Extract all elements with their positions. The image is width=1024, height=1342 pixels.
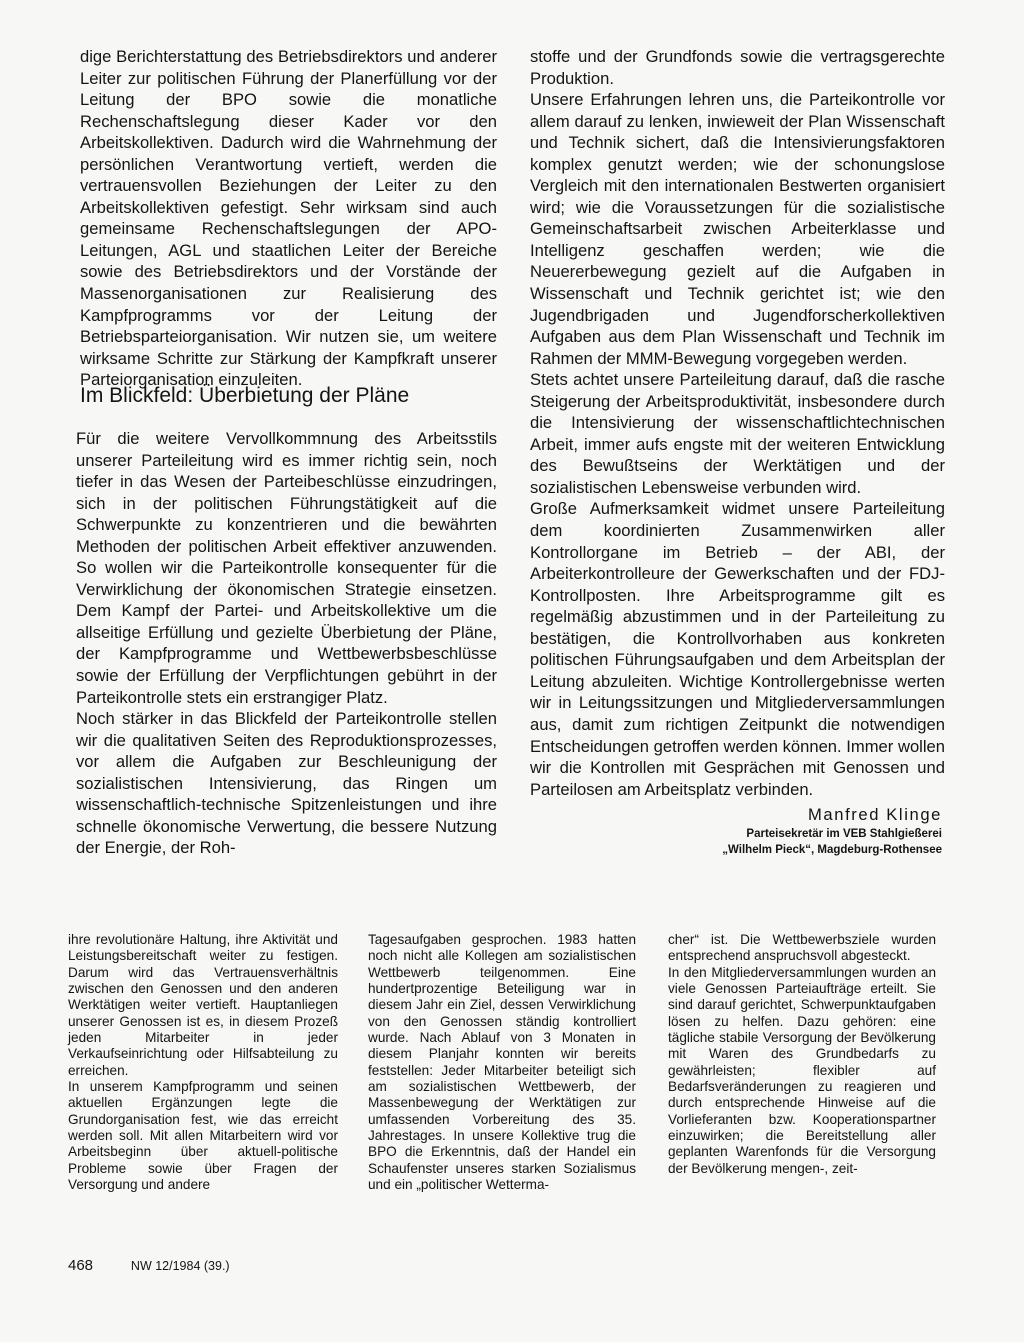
lower-article-column-1 xyxy=(68,932,338,1232)
lower-article-column-3 xyxy=(668,932,936,1252)
paragraph: Tagesaufgaben gesprochen. 1983 hatten noch nicht alle Kollegen am sozialistischen Wettbewerb teilgenommen. Eine hundertprozentige Beteiligung war in diesem Jahr ein Ziel, dessen Verwirklichung von den Genossen ständig kontrolliert wurde. Nach Ablauf von 3 Monaten in diesem Planjahr konnten wir bereits feststellen: Jeder Mitarbeiter beteiligt sich am sozialistischen Wettbewerb, der Massenbewegung der Werktätigen zur umfassenden Vorbereitung des 35. Jahrestages. In unsere Kollektive trug die BPO die Erkenntnis, daß der Handel ein Schaufenster unseres starken Sozialismus und ein „politischer Wetterma- xyxy=(368,932,636,1193)
paragraph: dige Berichterstattung des Betriebsdirektors und anderer Leiter zur politischen Führung der Planerfüllung vor der Leitung der BPO sowie die monatliche Rechenschaftslegung dieser Kader vor den Arbeitskollektiven. Dadurch wird die Wahrnehmung der persönlichen Verantwortung vertieft, werden die vertrauensvollen Beziehungen der Leiter zu den Arbeitskollektiven gefestigt. Sehr wirksam sind auch gemeinsame Rechenschaftslegungen der APO-Leitungen, AGL und staatlichen Leiter der Bereiche sowie des Betriebsdirektors und der Vorstände der Massenorganisationen zur Realisierung des Kampfprogramms vor der Leitung der Betriebsparteiorganisation. Wir nutzen sie, um weitere wirksame Schritte zur Stärkung der Kampfkraft unserer Parteiorganisation einzuleiten. xyxy=(80,47,497,390)
paragraph: Noch stärker in das Blickfeld der Parteikontrolle stellen wir die qualitativen Seiten des Reproduktionsprozesses, vor allem die Aufgaben zur Beschleunigung der sozialistischen Intensivierung, das Ringen um wissenschaftlich-technische Spitzenleistungen und ihre schnelle ökonomische Verwertung, die bessere Nutzung der Energie, der Roh- xyxy=(76,709,497,858)
paragraph: stoffe und der Grundfonds sowie die vertragsgerechte Produktion. xyxy=(530,47,945,88)
article-column-top-left xyxy=(80,46,497,390)
author-role-line: Parteisekretär im VEB Stahlgießerei xyxy=(746,828,942,840)
paragraph: In den Mitgliederversammlungen wurden an viele Genossen Parteiaufträge erteilt. Sie sind darauf gerichtet, Schwerpunktaufgaben lösen zu helfen. Dazu gehören: eine tägliche stabile Versorgung der Bevölkerung mit Waren des Grundbedarfs zu gewährleisten; flexibler auf Bedarfsveränderungen zu reagieren und durch entsprechende Hinweise auf die Vorlieferanten bzw. Kooperationspartner einzuwirken; die Bereitstellung aller geplanten Warenfonds für die Versorgung der Bevölkerung mengen-, zeit- xyxy=(668,964,936,1176)
author-role xyxy=(700,826,942,858)
author-role-line: „Wilhelm Pieck“, Magdeburg-Rothensee xyxy=(722,844,942,856)
author-name: Manfred Klinge xyxy=(807,805,942,824)
paragraph: cher“ ist. Die Wettbewerbsziele wurden entsprechend anspruchsvoll abgesteckt. xyxy=(668,932,936,964)
paragraph: Unsere Erfahrungen lehren uns, die Parteikontrolle vor allem darauf zu lenken, inwieweit der Plan Wissenschaft und Technik sichert, daß die Intensivierungsfaktoren komplex genutzt werden; wie der schonungslose Vergleich mit den internationalen Bestwerten organisiert wird; wie die Voraussetzungen für die sozialistische Gemeinschaftsarbeit zwischen Arbeiterklasse und Intelligenz geschaffen werden; wie die Neuererbewegung gezielt auf die Aufgaben in Wissenschaft und Technik gerichtet ist; wie den Jugendbrigaden und Jugendforscherkollektiven Aufgaben aus dem Plan Wissenschaft und Technik im Rahmen der MMM-Bewegung vorgegeben werden. xyxy=(530,90,945,368)
journal-reference: NW 12/1984 (39.) xyxy=(130,1259,230,1273)
paragraph: Große Aufmerksamkeit widmet unsere Parteileitung dem koordinierten Zusammenwirken aller Kontrollorgane im Betrieb – der ABI, der Arbeiterkontrolleure der Gewerkschaften und der FDJ-Kontrollposten. Ihre Arbeitsprogramme gilt es regelmäßig abzustimmen und in der Parteileitung zu bestätigen, die Kontrollvorhaben aus konkreten politischen Führungsaufgaben und dem Arbeitsplan der Leitung abzuleiten. Wichtige Kontrollergebnisse werten wir in Leitungssitzungen und Mitgliederversammlungen aus, damit zum richtigen Zeitpunkt die notwendigen Entscheidungen getroffen werden können. Immer wollen wir die Kontrollen mit Gesprächen mit Genossen und Parteilosen am Arbeitsplatz verbinden. xyxy=(530,499,945,799)
author-signature xyxy=(700,804,942,858)
lower-article-column-2 xyxy=(368,932,636,1232)
article-column-right xyxy=(530,46,945,806)
page-number: 468 xyxy=(68,1257,94,1274)
paragraph: ihre revolutionäre Haltung, ihre Aktivität und Leistungsbereitschaft weiter zu festigen. Darum wird das Vertrauensverhältnis zwischen den Genossen und den anderen Werktätigen weiter vertieft. Hauptanliegen unserer Genossen ist es, in diesem Prozeß jeden Mitarbeiter in jeder Verkaufseinrichtung oder Hilfsabteilung zu erreichen. xyxy=(68,932,338,1078)
section-heading: Im Blickfeld: Überbietung der Pläne xyxy=(80,384,410,407)
page-footer xyxy=(68,1256,230,1275)
paragraph: Für die weitere Vervollkommnung des Arbeitsstils unserer Parteileitung wird es immer richtig sein, noch tiefer in das Wesen der Parteibeschlüsse einzudringen, sich in der politischen Führungstätigkeit auf die Schwerpunkte zu konzentrieren und die bewährten Methoden der politischen Arbeit effektiver anzuwenden. So wollen wir die Parteikontrolle konsequenter für die Verwirklichung der ökonomischen Strategie einsetzen. Dem Kampf der Partei- und Arbeitskollektive um die allseitige Erfüllung und gezielte Überbietung der Pläne, der Kampfprogramme und Wettbewerbsbeschlüsse sowie der Erfüllung der Verpflichtungen gebührt in der Parteikontrolle stets ein erstrangiger Platz. xyxy=(76,429,497,707)
paragraph: In unserem Kampfprogramm und seinen aktuellen Ergänzungen legte die Grundorganisation fest, wie das erreicht werden soll. Mit allen Mitarbeitern wird vor Arbeitsbeginn über aktuell-politische Probleme sowie über Fragen der Versorgung und andere xyxy=(68,1079,338,1193)
article-column-bottom-left xyxy=(76,428,497,856)
paragraph: Stets achtet unsere Parteileitung darauf, daß die rasche Steigerung der Arbeitsproduktivität, insbesondere durch die Intensivierung der wissenschaftlichtechnischen Arbeit, immer aufs engste mit der weiteren Entwicklung des Bewußtseins der Werktätigen und der sozialistischen Lebensweise verbunden wird. xyxy=(530,370,945,497)
